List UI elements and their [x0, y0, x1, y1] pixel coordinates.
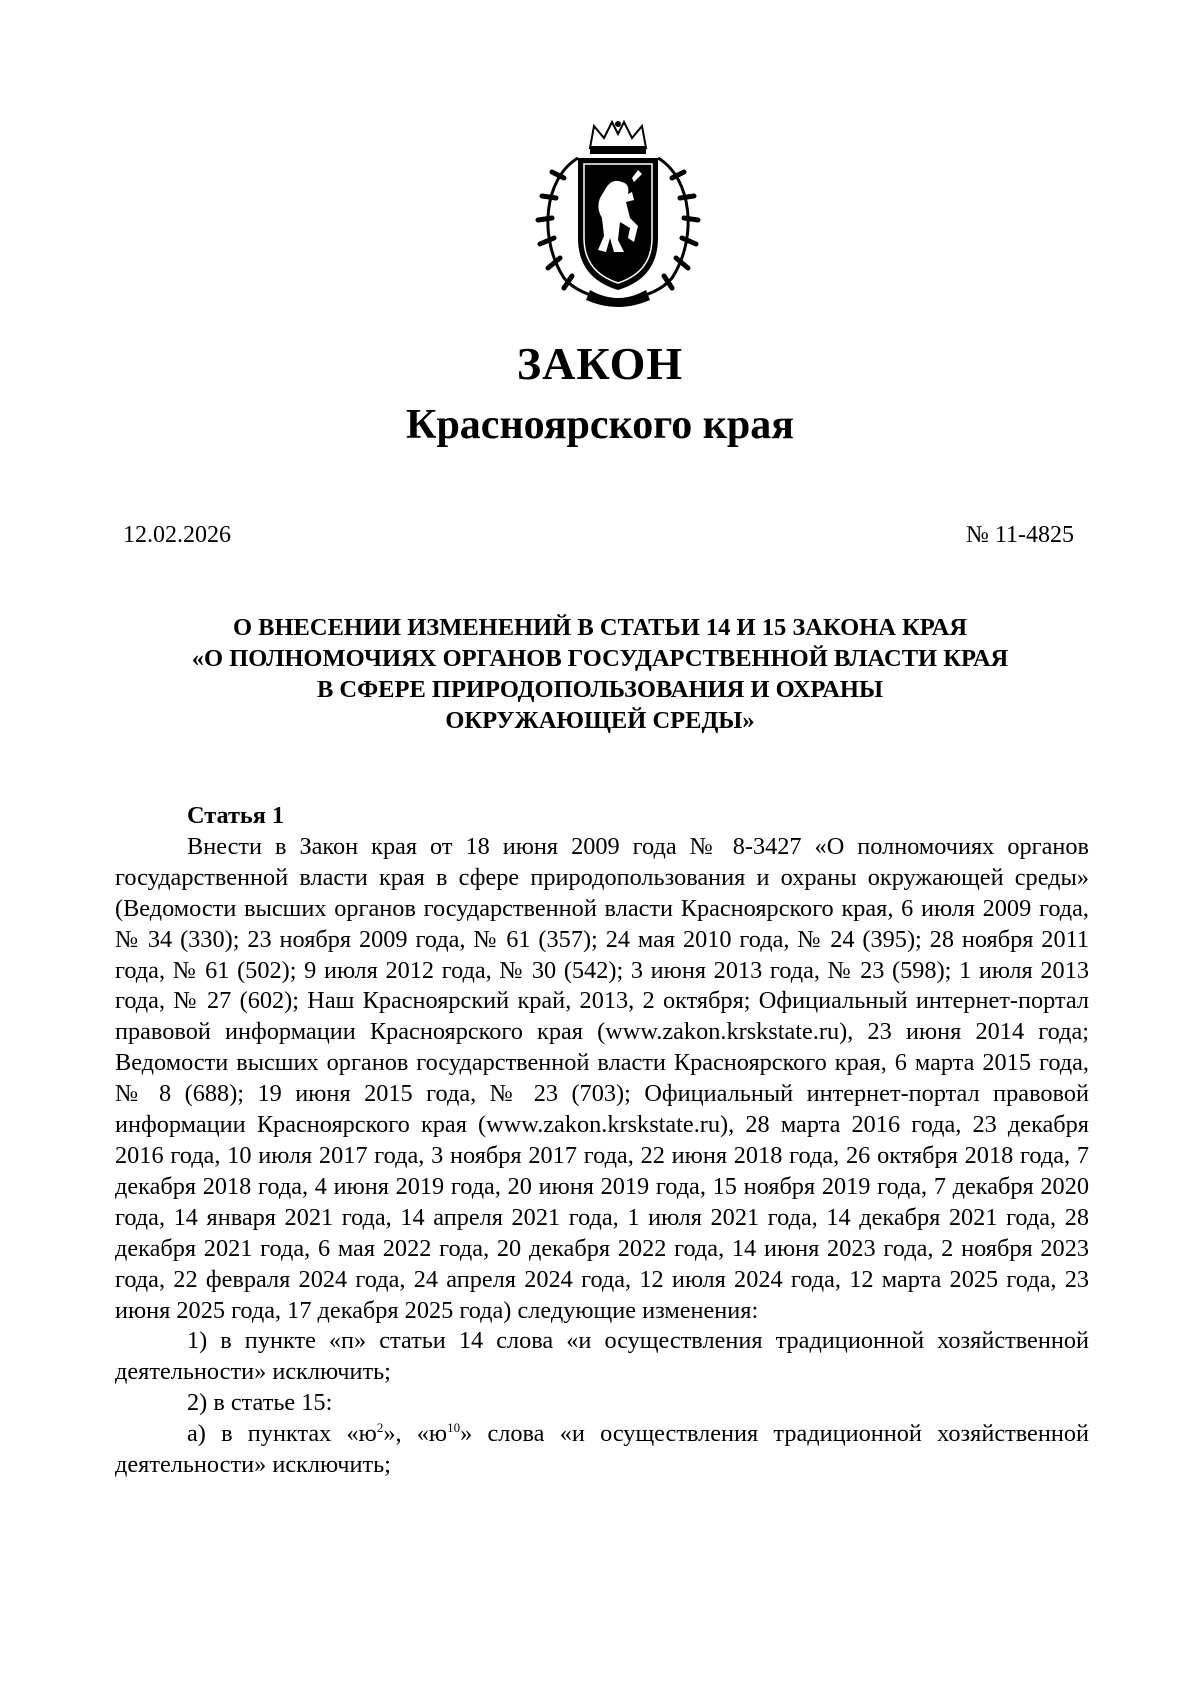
amendment-item-1: 1) в пункте «п» статьи 14 слова «и осуществления традиционной хозяйственной деятельности» исключить; [115, 1327, 1089, 1386]
heading-line: О ВНЕСЕНИИ ИЗМЕНЕНИЙ В СТАТЬИ 14 И 15 ЗАКОНА КРАЯ [232, 614, 968, 641]
item-2a-prefix: а) в пунктах «ю [187, 1420, 377, 1448]
amendment-item-2a [115, 1419, 1089, 1481]
article-title: Статья 1 [187, 802, 285, 829]
item-2a-middle: », «ю [383, 1420, 448, 1448]
document-subtitle: Красноярского края [405, 402, 795, 448]
heading-line: «О ПОЛНОМОЧИЯХ ОРГАНОВ ГОСУДАРСТВЕННОЙ ВЛАСТИ КРАЯ [191, 645, 1009, 672]
heading-line: В СФЕРЕ ПРИРОДОПОЛЬЗОВАНИЯ И ОХРАНЫ [316, 676, 884, 703]
amendment-item-2: 2) в статье 15: [187, 1389, 333, 1417]
coat-of-arms-icon [534, 118, 702, 308]
law-heading [112, 612, 1088, 736]
document-title: ЗАКОН [516, 338, 684, 389]
document-number: № 11-4825 [966, 522, 1074, 548]
article-intro-paragraph: Внести в Закон края от 18 июня 2009 года № 8-3427 «О полномочиях органов государственной власти края в сфере природопользования и охраны окружающей среды» (Ведомости высших органов государственной власти Красноярского края, 6 июля 2009 года, № 34 (330); 23 ноября 2009 года, № 61 (357); 24 мая 2010 года, № 24 (395); 28 ноября 2011 года, № 61 (502); 9 июля 2012 года, № 30 (542); 3 июня 2013 года, № 23 (598); 1 июля 2013 года, № 27 (602); Наш Красноярский край, 2013, 2 октября; Официальный интернет-портал правовой информации Красноярского края (www.zakon.krskstate.ru), 23 июня 2014 года; Ведомости высших органов государственной власти Красноярского края, 6 марта 2015 года, № 8 (688); 19 июня 2015 года, № 23 (703); Официальный интернет-портал правовой информации Красноярского края (www.zakon.krskstate.ru), 28 марта 2016 года, 23 декабря 2016 года, 10 июля 2017 года, 3 ноября 2017 года, 22 июня 2018 года, 26 октября 2018 года, 7 декабря 2018 года, 4 июня 2019 года, 20 июня 2019 года, 15 ноября 2019 года, 7 декабря 2020 года, 14 января 2021 года, 14 апреля 2021 года, 1 июля 2021 года, 14 декабря 2021 года, 28 декабря 2021 года, 6 мая 2022 года, 20 декабря 2022 года, 14 июня 2023 года, 2 ноября 2023 года, 22 февраля 2024 года, 24 апреля 2024 года, 12 июля 2024 года, 12 марта 2025 года, 23 июня 2025 года, 17 декабря 2025 года) следующие изменения: [115, 832, 1089, 1324]
document-date: 12.02.2026 [123, 522, 231, 548]
superscript: 2 [376, 1420, 384, 1436]
heading-line: ОКРУЖАЮЩЕЙ СРЕДЫ» [445, 707, 755, 734]
superscript: 10 [447, 1420, 461, 1436]
item-2a-suffix: » слова «и осуществления традиционной хозяйственной деятельности» исключить; [115, 1420, 1089, 1479]
document-body [115, 801, 1089, 1481]
